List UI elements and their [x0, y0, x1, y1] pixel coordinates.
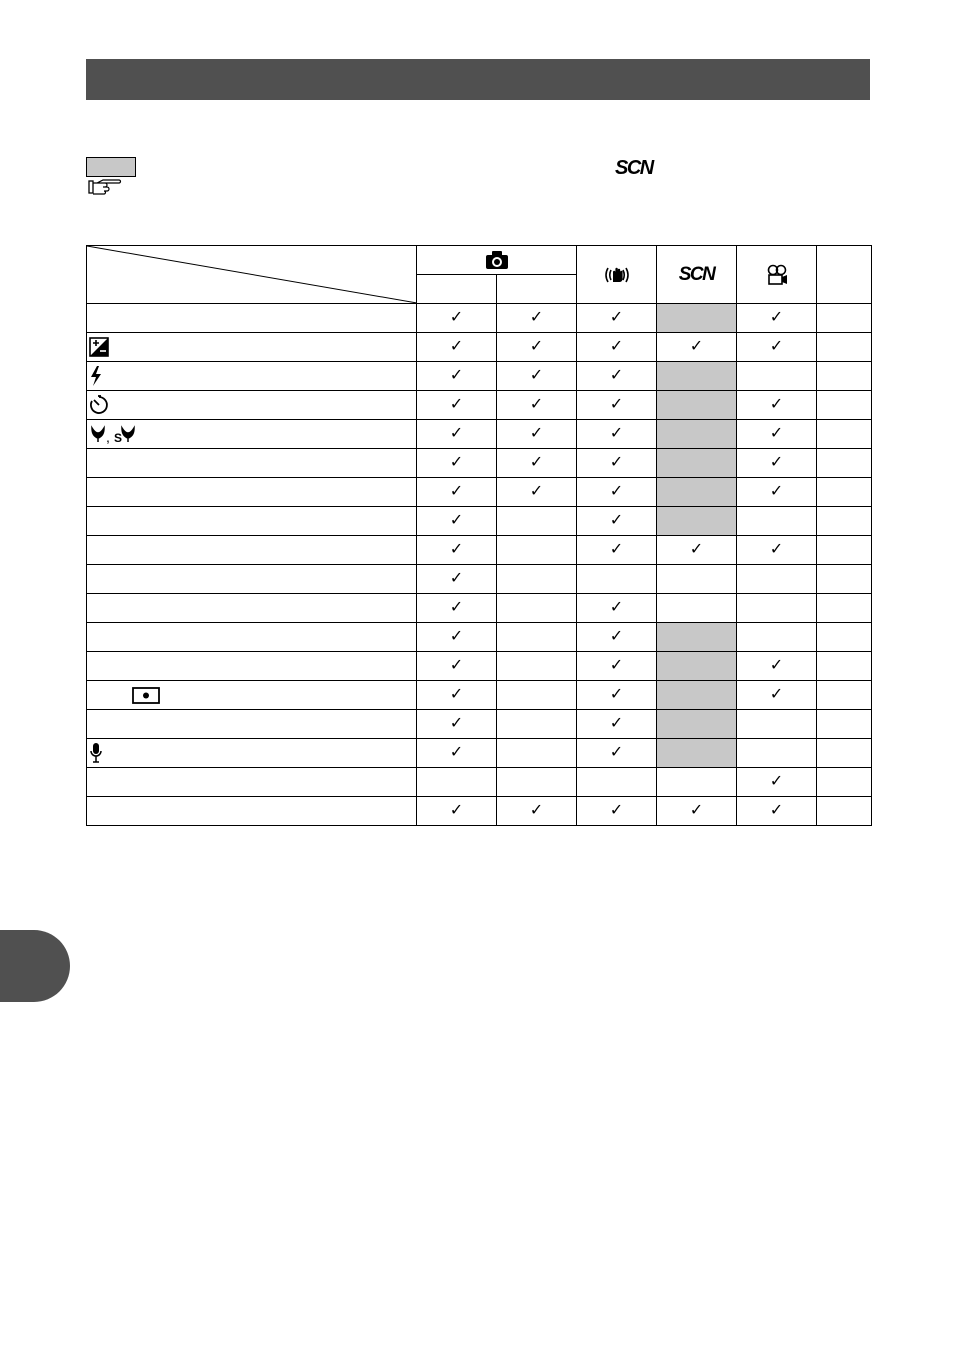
empty-cell	[817, 565, 872, 594]
check-cell	[497, 333, 577, 362]
empty-cell	[657, 594, 737, 623]
checkmark-icon: ✓	[449, 744, 464, 761]
check-cell	[417, 797, 497, 826]
unavailable-cell	[657, 362, 737, 391]
checkmark-icon: ✓	[449, 483, 464, 500]
check-cell	[417, 536, 497, 565]
table-row	[87, 536, 872, 565]
check-cell	[577, 478, 657, 507]
checkmark-icon: ✓	[609, 686, 624, 703]
checkmark-icon: ✓	[689, 541, 704, 558]
table-row	[87, 333, 872, 362]
row-label-cell	[87, 710, 417, 739]
empty-cell	[737, 739, 817, 768]
checkmark-icon: ✓	[449, 425, 464, 442]
table-row	[87, 304, 872, 333]
image-stabilization-icon	[602, 264, 632, 286]
check-cell	[737, 391, 817, 420]
checkmark-icon: ✓	[609, 657, 624, 674]
checkmark-icon: ✓	[609, 628, 624, 645]
svg-text:,: ,	[106, 429, 110, 444]
checkmark-icon: ✓	[449, 628, 464, 645]
spot-metering-icon	[89, 686, 165, 703]
row-label-cell	[87, 536, 417, 565]
svg-text:S: S	[114, 431, 123, 444]
checkmark-icon: ✓	[769, 657, 784, 674]
unavailable-cell	[657, 449, 737, 478]
table-row	[87, 768, 872, 797]
check-cell	[417, 304, 497, 333]
checkmark-icon: ✓	[609, 367, 624, 384]
empty-cell	[737, 623, 817, 652]
camera-icon	[485, 250, 509, 270]
empty-cell	[817, 536, 872, 565]
exposure-compensation-icon	[89, 338, 109, 355]
checkmark-icon: ✓	[609, 802, 624, 819]
check-cell	[577, 681, 657, 710]
scn-mode-header: SCN	[657, 246, 737, 304]
check-cell	[417, 565, 497, 594]
row-label-cell	[87, 681, 417, 710]
table-row	[87, 594, 872, 623]
empty-cell	[737, 710, 817, 739]
unavailable-cell	[657, 681, 737, 710]
table-row	[87, 420, 872, 449]
empty-cell	[817, 594, 872, 623]
check-cell	[417, 710, 497, 739]
checkmark-icon: ✓	[449, 541, 464, 558]
empty-cell	[737, 594, 817, 623]
checkmark-icon: ✓	[769, 309, 784, 326]
empty-cell	[817, 391, 872, 420]
row-label-cell	[87, 797, 417, 826]
row-label-cell	[87, 594, 417, 623]
check-cell	[417, 333, 497, 362]
table-row	[87, 478, 872, 507]
extra-mode-header	[817, 246, 872, 304]
check-cell	[737, 478, 817, 507]
scn-mode-label: SCN	[615, 157, 653, 179]
check-cell	[577, 739, 657, 768]
empty-cell	[817, 681, 872, 710]
side-index-tab	[0, 930, 70, 1002]
check-cell	[497, 304, 577, 333]
checkmark-icon: ✓	[449, 686, 464, 703]
macro-icon	[89, 425, 141, 442]
empty-cell	[657, 768, 737, 797]
empty-cell	[817, 420, 872, 449]
check-cell	[417, 391, 497, 420]
checkmark-icon: ✓	[769, 686, 784, 703]
row-label-cell	[87, 362, 417, 391]
empty-cell	[497, 565, 577, 594]
checkmark-icon: ✓	[689, 802, 704, 819]
section-header-bar	[86, 59, 870, 100]
checkmark-icon: ✓	[769, 338, 784, 355]
check-cell	[737, 420, 817, 449]
checkmark-icon: ✓	[769, 425, 784, 442]
check-cell	[417, 623, 497, 652]
checkmark-icon: ✓	[769, 541, 784, 558]
checkmark-icon: ✓	[449, 338, 464, 355]
empty-cell	[577, 768, 657, 797]
empty-cell	[497, 594, 577, 623]
checkmark-icon: ✓	[609, 541, 624, 558]
checkmark-icon: ✓	[449, 570, 464, 587]
diagonal-line	[87, 246, 417, 303]
check-cell	[657, 536, 737, 565]
check-cell	[497, 420, 577, 449]
table-row	[87, 652, 872, 681]
check-cell	[577, 507, 657, 536]
check-cell	[577, 623, 657, 652]
checkmark-icon: ✓	[449, 802, 464, 819]
empty-cell	[817, 478, 872, 507]
check-cell	[497, 478, 577, 507]
movie-mode-header	[737, 246, 817, 304]
unavailable-cell	[657, 739, 737, 768]
unavailable-legend-swatch	[86, 157, 136, 177]
check-cell	[737, 768, 817, 797]
flash-icon	[89, 367, 103, 384]
empty-cell	[497, 768, 577, 797]
checkmark-icon: ✓	[769, 454, 784, 471]
row-label-cell	[87, 739, 417, 768]
table-row	[87, 565, 872, 594]
empty-cell	[737, 507, 817, 536]
empty-cell	[497, 623, 577, 652]
unavailable-cell	[657, 391, 737, 420]
empty-cell	[497, 739, 577, 768]
table-row	[87, 797, 872, 826]
microphone-icon	[89, 744, 103, 761]
checkmark-icon: ✓	[529, 483, 544, 500]
empty-cell	[497, 681, 577, 710]
checkmark-icon: ✓	[769, 483, 784, 500]
checkmark-icon: ✓	[529, 309, 544, 326]
check-cell	[737, 797, 817, 826]
check-cell	[417, 362, 497, 391]
check-cell	[737, 304, 817, 333]
table-row	[87, 449, 872, 478]
table-row	[87, 739, 872, 768]
checkmark-icon: ✓	[609, 338, 624, 355]
check-cell	[577, 797, 657, 826]
unavailable-cell	[657, 623, 737, 652]
check-cell	[417, 478, 497, 507]
checkmark-icon: ✓	[609, 715, 624, 732]
empty-cell	[577, 565, 657, 594]
checkmark-icon: ✓	[609, 454, 624, 471]
empty-cell	[817, 304, 872, 333]
checkmark-icon: ✓	[609, 512, 624, 529]
camera-submode-1-header	[417, 275, 497, 304]
row-label-cell	[87, 507, 417, 536]
checkmark-icon: ✓	[609, 599, 624, 616]
movie-camera-icon	[765, 264, 789, 286]
empty-cell	[817, 623, 872, 652]
empty-cell	[817, 739, 872, 768]
checkmark-icon: ✓	[529, 367, 544, 384]
checkmark-icon: ✓	[769, 773, 784, 790]
empty-cell	[817, 652, 872, 681]
check-cell	[657, 333, 737, 362]
checkmark-icon: ✓	[609, 309, 624, 326]
pointing-hand-icon	[88, 179, 122, 195]
checkmark-icon: ✓	[449, 396, 464, 413]
empty-cell	[817, 362, 872, 391]
checkmark-icon: ✓	[529, 338, 544, 355]
empty-cell	[817, 507, 872, 536]
table-row	[87, 391, 872, 420]
check-cell	[417, 507, 497, 536]
check-cell	[577, 594, 657, 623]
row-label-cell	[87, 652, 417, 681]
empty-cell	[817, 797, 872, 826]
check-cell	[417, 681, 497, 710]
check-cell	[737, 449, 817, 478]
row-label-cell	[87, 478, 417, 507]
check-cell	[417, 449, 497, 478]
check-cell	[497, 362, 577, 391]
check-cell	[417, 652, 497, 681]
empty-cell	[497, 652, 577, 681]
check-cell	[577, 304, 657, 333]
check-cell	[577, 652, 657, 681]
check-cell	[577, 536, 657, 565]
checkmark-icon: ✓	[769, 396, 784, 413]
checkmark-icon: ✓	[529, 425, 544, 442]
check-cell	[497, 391, 577, 420]
row-label-cell	[87, 420, 417, 449]
self-timer-icon	[89, 396, 109, 413]
table-body	[87, 304, 872, 826]
unavailable-cell	[657, 710, 737, 739]
camera-submode-2-header	[497, 275, 577, 304]
unavailable-cell	[657, 304, 737, 333]
check-cell	[737, 536, 817, 565]
checkmark-icon: ✓	[529, 396, 544, 413]
checkmark-icon: ✓	[449, 715, 464, 732]
empty-cell	[657, 565, 737, 594]
mode-compatibility-table	[86, 245, 872, 826]
check-cell	[577, 710, 657, 739]
check-cell	[737, 681, 817, 710]
checkmark-icon: ✓	[449, 309, 464, 326]
check-cell	[497, 797, 577, 826]
table-row	[87, 681, 872, 710]
check-cell	[577, 420, 657, 449]
unavailable-cell	[657, 420, 737, 449]
checkmark-icon: ✓	[449, 599, 464, 616]
unavailable-cell	[657, 478, 737, 507]
row-label-cell	[87, 333, 417, 362]
row-label-cell	[87, 623, 417, 652]
row-label-cell	[87, 304, 417, 333]
empty-cell	[497, 536, 577, 565]
empty-cell	[817, 333, 872, 362]
checkmark-icon: ✓	[609, 744, 624, 761]
check-cell	[417, 739, 497, 768]
empty-cell	[817, 768, 872, 797]
row-label-cell	[87, 768, 417, 797]
empty-cell	[497, 507, 577, 536]
check-cell	[577, 362, 657, 391]
checkmark-icon: ✓	[609, 483, 624, 500]
unavailable-cell	[657, 652, 737, 681]
diagonal-header-cell	[87, 246, 417, 304]
stabilization-mode-header	[577, 246, 657, 304]
checkmark-icon: ✓	[449, 512, 464, 529]
table-row	[87, 623, 872, 652]
check-cell	[737, 652, 817, 681]
checkmark-icon: ✓	[449, 367, 464, 384]
row-label-cell	[87, 449, 417, 478]
empty-cell	[817, 449, 872, 478]
checkmark-icon: ✓	[609, 396, 624, 413]
table-row	[87, 507, 872, 536]
check-cell	[577, 333, 657, 362]
check-cell	[577, 449, 657, 478]
checkmark-icon: ✓	[609, 425, 624, 442]
empty-cell	[817, 710, 872, 739]
checkmark-icon: ✓	[689, 338, 704, 355]
empty-cell	[737, 565, 817, 594]
empty-cell	[417, 768, 497, 797]
camera-mode-header	[417, 246, 577, 275]
row-label-cell	[87, 391, 417, 420]
empty-cell	[497, 710, 577, 739]
unavailable-cell	[657, 507, 737, 536]
row-label-cell	[87, 565, 417, 594]
checkmark-icon: ✓	[529, 454, 544, 471]
check-cell	[577, 391, 657, 420]
check-cell	[417, 594, 497, 623]
check-cell	[417, 420, 497, 449]
check-cell	[657, 797, 737, 826]
checkmark-icon: ✓	[449, 454, 464, 471]
empty-cell	[737, 362, 817, 391]
checkmark-icon: ✓	[529, 802, 544, 819]
checkmark-icon: ✓	[769, 802, 784, 819]
table-row	[87, 362, 872, 391]
check-cell	[497, 449, 577, 478]
checkmark-icon: ✓	[449, 657, 464, 674]
table-row	[87, 710, 872, 739]
check-cell	[737, 333, 817, 362]
